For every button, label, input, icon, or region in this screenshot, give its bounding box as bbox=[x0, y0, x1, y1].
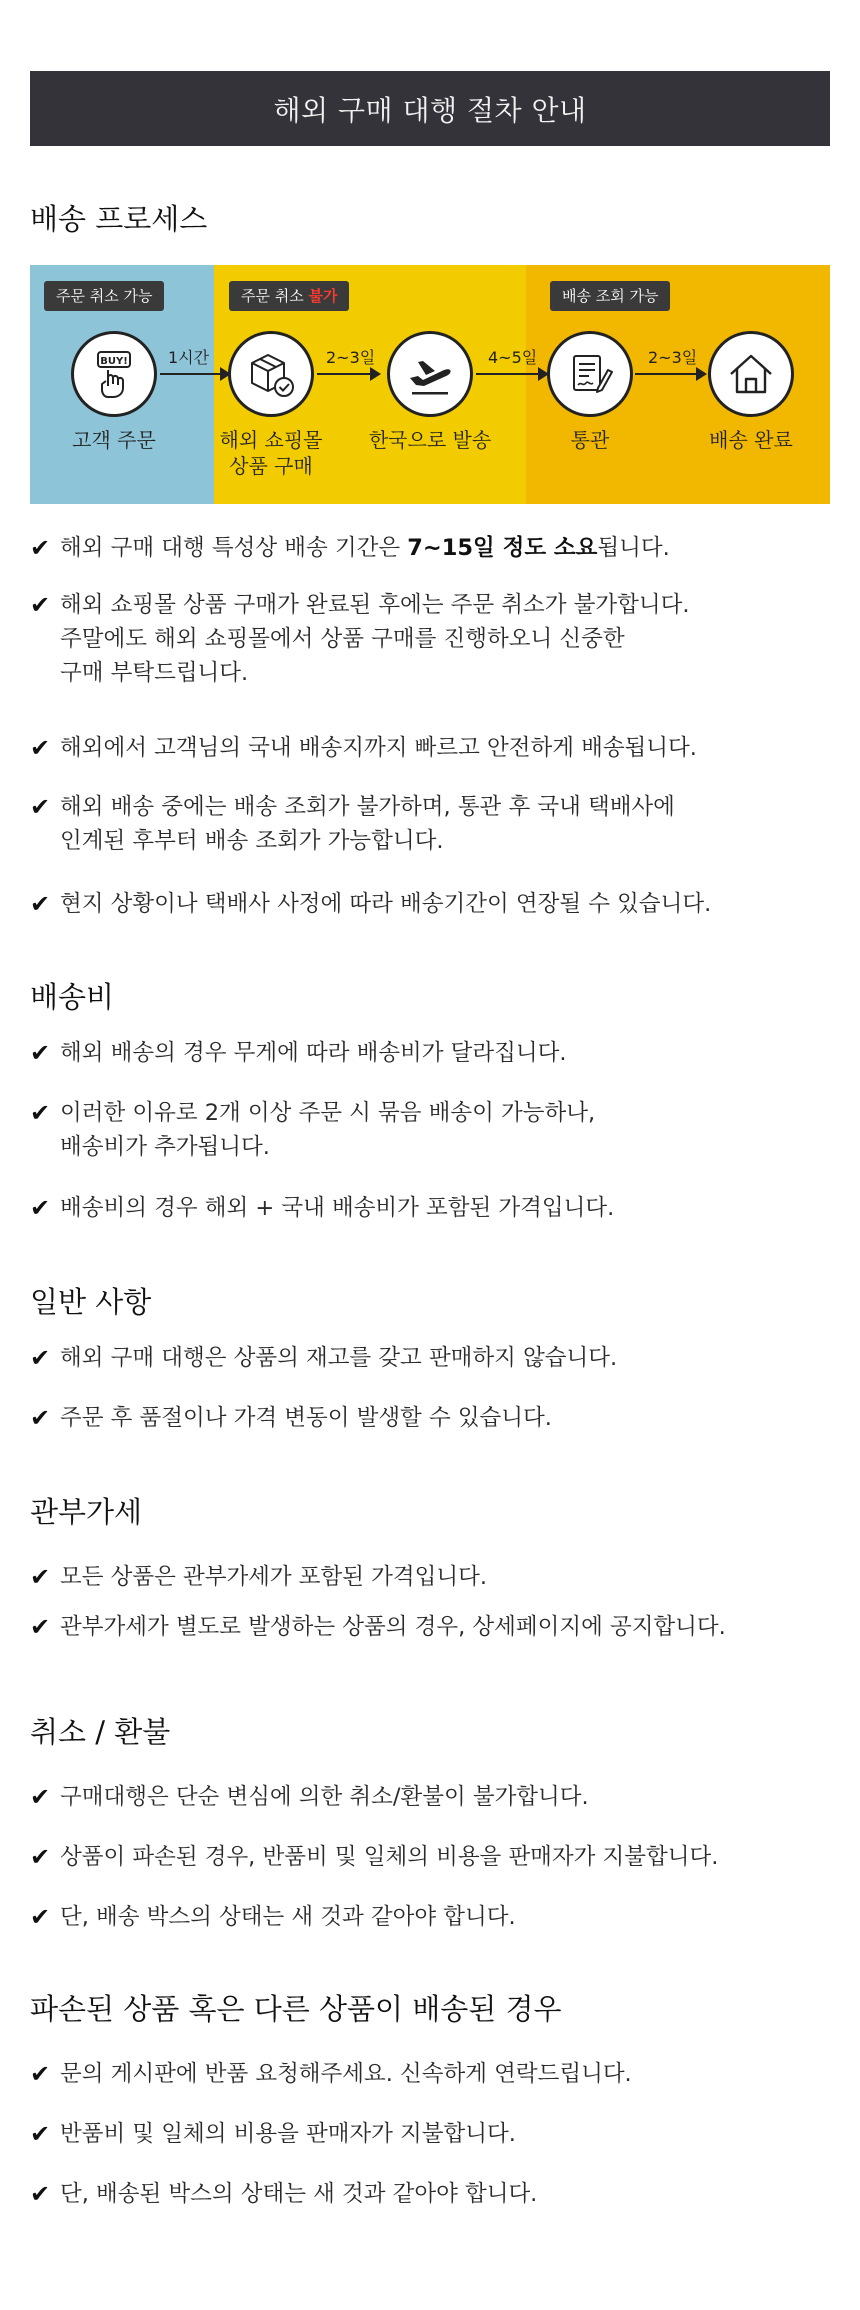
refund-bullet-1: ✔ 구매대행은 단순 변심에 의한 취소/환불이 불가합니다. bbox=[30, 1780, 840, 1814]
check-icon: ✔ bbox=[30, 2180, 51, 2208]
step-customer-order bbox=[71, 331, 157, 417]
step-label-3: 한국으로 발송 bbox=[368, 428, 492, 452]
check-icon: ✔ bbox=[30, 1194, 51, 1222]
shipping-process-diagram bbox=[30, 265, 830, 504]
damaged-bullet-3: ✔ 단, 배송된 박스의 상태는 새 것과 같아야 합니다. bbox=[30, 2177, 840, 2211]
tax-title: 관부가세 bbox=[30, 1495, 143, 1529]
refund-title: 취소 / 환불 bbox=[30, 1715, 171, 1749]
check-icon: ✔ bbox=[30, 734, 51, 762]
shipping-process-title: 배송 프로세스 bbox=[30, 202, 208, 236]
shipping-bullet-2: ✔ 해외 쇼핑몰 상품 구매가 완료된 후에는 주문 취소가 불가합니다. 주말에도 해외 쇼핑몰에서 상품 구매를 진행하오니 신중한 구매 부탁드립니다. bbox=[30, 588, 840, 690]
fee-bullet-2: ✔ 이러한 이유로 2개 이상 주문 시 묶음 배송이 가능하나, 배송비가 추가됩니다. bbox=[30, 1096, 840, 1164]
step-label-5: 배송 완료 bbox=[709, 428, 793, 452]
check-icon: ✔ bbox=[30, 1344, 51, 1372]
tax-bullet-2: ✔ 관부가세가 별도로 발생하는 상품의 경우, 상세페이지에 공지합니다. bbox=[30, 1610, 840, 1644]
badge-tracking-possible: 배송 조회 가능 bbox=[550, 281, 670, 311]
check-icon: ✔ bbox=[30, 1783, 51, 1811]
refund-bullet-2: ✔ 상품이 파손된 경우, 반품비 및 일체의 비용을 판매자가 지불합니다. bbox=[30, 1840, 840, 1874]
fee-bullet-3: ✔ 배송비의 경우 해외 + 국내 배송비가 포함된 가격입니다. bbox=[30, 1191, 840, 1225]
damaged-bullet-2: ✔ 반품비 및 일체의 비용을 판매자가 지불합니다. bbox=[30, 2117, 840, 2151]
shipping-bullet-4: ✔ 해외 배송 중에는 배송 조회가 불가하며, 통관 후 국내 택배사에 인계된 후부터 배송 조회가 가능합니다. bbox=[30, 790, 840, 858]
step-label-1: 고객 주문 bbox=[72, 428, 156, 452]
general-title: 일반 사항 bbox=[30, 1285, 152, 1319]
check-icon: ✔ bbox=[30, 1903, 51, 1931]
check-icon: ✔ bbox=[30, 2060, 51, 2088]
airplane-icon bbox=[404, 348, 456, 400]
document-sign-icon bbox=[564, 348, 616, 400]
house-icon bbox=[725, 348, 777, 400]
svg-text:BUY!: BUY! bbox=[100, 356, 128, 367]
damaged-title: 파손된 상품 혹은 다른 상품이 배송된 경우 bbox=[30, 1992, 562, 2026]
shipping-fee-title: 배송비 bbox=[30, 980, 115, 1014]
banner-title: 해외 구매 대행 절차 안내 bbox=[273, 93, 587, 127]
arrow-4 bbox=[635, 373, 701, 375]
check-icon: ✔ bbox=[30, 534, 51, 562]
badge-impossible-emphasis: 불가 bbox=[308, 287, 338, 305]
arrow-1 bbox=[160, 373, 224, 375]
general-bullet-2: ✔ 주문 후 품절이나 가격 변동이 발생할 수 있습니다. bbox=[30, 1401, 840, 1435]
step-delivery-complete bbox=[708, 331, 794, 417]
check-icon: ✔ bbox=[30, 1039, 51, 1067]
arrow-3 bbox=[476, 373, 542, 375]
refund-bullet-3: ✔ 단, 배송 박스의 상태는 새 것과 같아야 합니다. bbox=[30, 1900, 840, 1934]
tax-bullet-1: ✔ 모든 상품은 관부가세가 포함된 가격입니다. bbox=[30, 1560, 840, 1594]
step-label-2: 해외 쇼핑몰 상품 구매 bbox=[219, 428, 323, 478]
step-overseas-purchase bbox=[228, 331, 314, 417]
step-customs bbox=[547, 331, 633, 417]
shipping-bullet-3: ✔ 해외에서 고객님의 국내 배송지까지 빠르고 안전하게 배송됩니다. bbox=[30, 731, 840, 765]
badge-cancel-possible: 주문 취소 가능 bbox=[44, 281, 164, 311]
duration-1: 1시간 bbox=[168, 348, 210, 367]
check-icon: ✔ bbox=[30, 1099, 51, 1127]
check-icon: ✔ bbox=[30, 1404, 51, 1432]
damaged-bullet-1: ✔ 문의 게시판에 반품 요청해주세요. 신속하게 연락드립니다. bbox=[30, 2057, 840, 2091]
shipping-bullet-5: ✔ 현지 상황이나 택배사 사정에 따라 배송기간이 연장될 수 있습니다. bbox=[30, 887, 840, 921]
duration-2: 2~3일 bbox=[326, 348, 376, 367]
check-icon: ✔ bbox=[30, 2120, 51, 2148]
check-icon: ✔ bbox=[30, 793, 51, 821]
step-ship-to-korea bbox=[387, 331, 473, 417]
arrow-2 bbox=[317, 373, 375, 375]
page-banner bbox=[30, 71, 830, 146]
general-bullet-1: ✔ 해외 구매 대행은 상품의 재고를 갖고 판매하지 않습니다. bbox=[30, 1341, 840, 1375]
badge-cancel-impossible: 주문 취소 불가 bbox=[229, 281, 349, 311]
check-icon: ✔ bbox=[30, 1613, 51, 1641]
check-icon: ✔ bbox=[30, 1563, 51, 1591]
shipping-period-emphasis: 7~15일 정도 소요 bbox=[407, 535, 598, 561]
check-icon: ✔ bbox=[30, 1843, 51, 1871]
fee-bullet-1: ✔ 해외 배송의 경우 무게에 따라 배송비가 달라집니다. bbox=[30, 1036, 840, 1070]
duration-4: 2~3일 bbox=[648, 348, 698, 367]
shipping-bullet-1: ✔ 해외 구매 대행 특성상 배송 기간은 7~15일 정도 소요됩니다. bbox=[30, 531, 840, 565]
duration-3: 4~5일 bbox=[488, 348, 538, 367]
buy-hand-icon bbox=[88, 348, 140, 400]
package-check-icon bbox=[244, 347, 298, 401]
check-icon: ✔ bbox=[30, 591, 51, 619]
step-label-4: 통관 bbox=[570, 428, 610, 452]
check-icon: ✔ bbox=[30, 890, 51, 918]
